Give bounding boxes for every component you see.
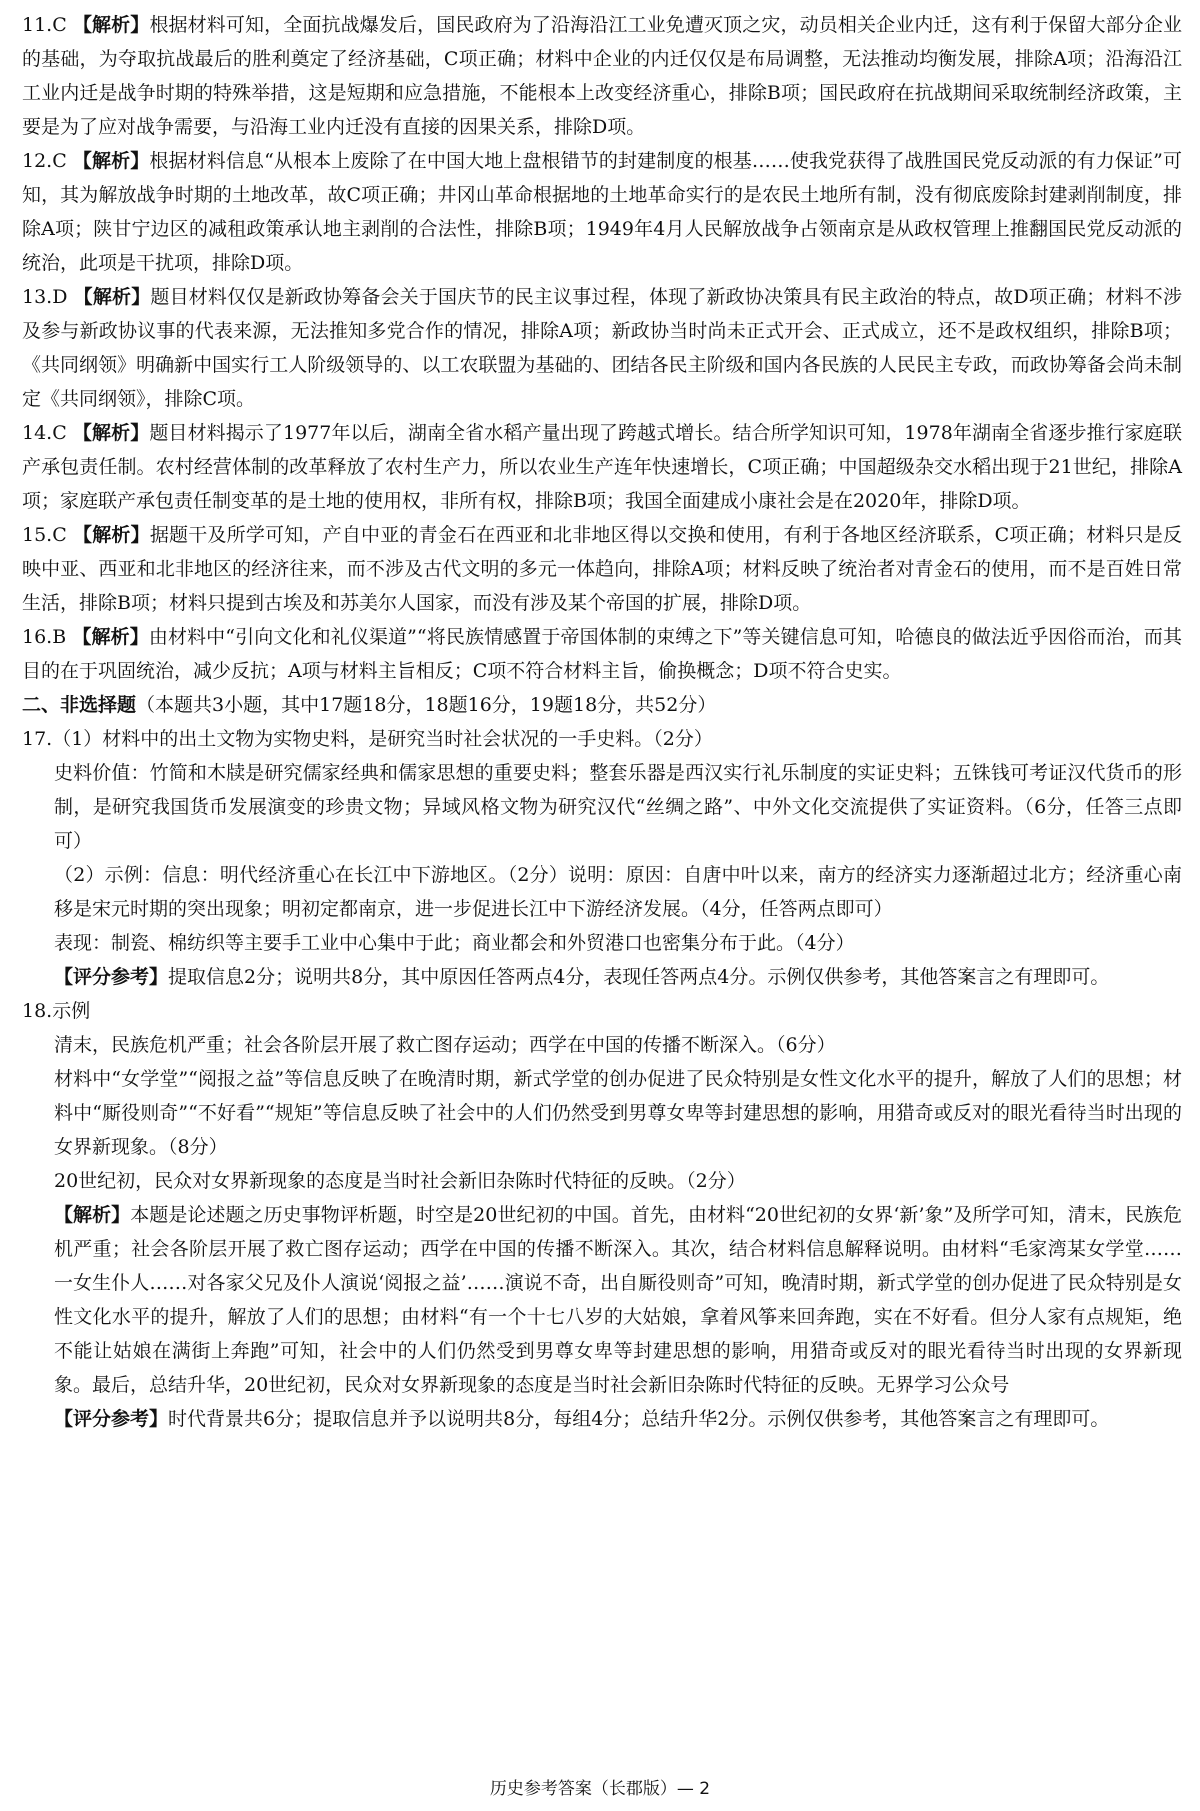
q17-scoring <box>22 960 1182 994</box>
item-number: 14.C <box>22 422 67 444</box>
item-text: 根据材料可知，全面抗战爆发后，国民政府为了沿海沿江工业免遭灭顶之灾，动员相关企业内迁，这有利于保留大部分企业的基础，为夺取抗战最后的胜利奠定了经济基础，C项正确；材料中企业的内迁仅仅是布局调整，无法推动均衡发展，排除A项；沿海沿江工业内迁是战争时期的特殊举措，这是短期和应急措施，不能根本上改变经济重心，排除B项；国民政府在抗战期间采取统制经济政策，主要是为了应对战争需要，与沿海工业内迁没有直接的因果关系，排除D项。 <box>22 14 1182 138</box>
page-footer: 历史参考答案（长郡版）— 2 <box>489 1779 711 1799</box>
q17-part2: （2）示例：信息：明代经济重心在长江中下游地区。（2分）说明：原因：自唐中叶以来，南方的经济实力逐渐超过北方；经济重心南移是宋元时期的突出现象；明初定都南京，进一步促进长江中下游经济发展。（4分，任答两点即可） <box>54 864 1182 920</box>
analysis-tag: 【解析】 <box>72 626 149 648</box>
item-number: 16.B <box>22 626 67 648</box>
scoring-tag: 【评分参考】 <box>54 966 169 988</box>
item-text: 题目材料揭示了1977年以后，湖南全省水稻产量出现了跨越式增长。结合所学知识可知，1978年湖南全省逐步推行家庭联产承包责任制。农村经营体制的改革释放了农村生产力，所以农业生产连年快速增长，C项正确；中国超级杂交水稻出现于21世纪，排除A项；家庭联产承包责任制变革的是土地的使用权，非所有权，排除B项；我国全面建成小康社会是在2020年，排除D项。 <box>22 422 1182 512</box>
answer-item-15 <box>22 518 1182 620</box>
item-text: 据题干及所学可知，产自中亚的青金石在西亚和北非地区得以交换和使用，有利于各地区经济联系，C项正确；材料只是反映中亚、西亚和北非地区的经济往来，而不涉及古代文明的多元一体趋向，排除A项；材料反映了统治者对青金石的使用，而不是百姓日常生活，排除B项；材料只提到古埃及和苏美尔人国家，而没有涉及某个帝国的扩展，排除D项。 <box>22 524 1182 614</box>
answer-item-14 <box>22 416 1182 518</box>
section-title: 二、非选择题 <box>22 694 137 716</box>
analysis-tag: 【解析】 <box>73 286 151 308</box>
item-text: 根据材料信息“从根本上废除了在中国大地上盘根错节的封建制度的根基……使我党获得了战胜国民党反动派的有力保证”可知，其为解放战争时期的土地改革，故C项正确；井冈山革命根据地的土地革命实行的是农民土地所有制，没有彻底废除封建剥削制度，排除A项；陕甘宁边区的减租政策承认地主剥削的合法性，排除B项；1949年4月人民解放战争占领南京是从政权管理上推翻国民党反动派的统治，此项是干扰项，排除D项。 <box>22 150 1182 274</box>
q18-analysis <box>22 1198 1182 1402</box>
q18-conclusion: 20世纪初，民众对女界新现象的态度是当时社会新旧杂陈时代特征的反映。（2分） <box>54 1170 746 1192</box>
section-description: （本题共3小题，其中17题18分，18题16分，19题18分，共52分） <box>136 694 717 716</box>
analysis-tag: 【解析】 <box>72 150 150 172</box>
answer-item-11 <box>22 8 1182 144</box>
q18-explanation: 材料中“女学堂”“阅报之益”等信息反映了在晚清时期，新式学堂的创办促进了民众特别是女性文化水平的提升，解放了人们的思想；材料中“厮役则奇”“不好看”“规矩”等信息反映了社会中的人们仍然受到男尊女卑等封建思想的影响，用猎奇或反对的眼光看待当时出现的女界新现象。（8分） <box>54 1068 1182 1158</box>
watermark-text: 无界学习公众号 <box>876 1374 1010 1396</box>
analysis-text: 本题是论述题之历史事物评析题，时空是20世纪初的中国。首先，由材料“20世纪初的女界‘新’象”及所学可知，清末，民族危机严重；社会各阶层开展了救亡图存运动；西学在中国的传播不断深入。其次，结合材料信息解释说明。由材料“毛家湾某女学堂……一女生仆人……对各家父兄及仆人演说‘阅报之益’……演说不奇，出自厮役则奇”可知，晚清时期，新式学堂的创办促进了民众特别是女性文化水平的提升，解放了人们的思想；由材料“有一个十七八岁的大姑娘，拿着风筝来回奔跑，实在不好看。但分人家有点规矩，绝不能让姑娘在满街上奔跑”可知，社会中的人们仍然受到男尊女卑等封建思想的影响，用猎奇或反对的眼光看待当时出现的女界新现象。最后，总结升华，20世纪初，民众对女界新现象的态度是当时社会新旧杂陈时代特征的反映。 <box>54 1204 1182 1396</box>
q17-manifestation: 表现：制瓷、棉纺织等主要手工业中心集中于此；商业都会和外贸港口也密集分布于此。（4分） <box>54 932 855 954</box>
analysis-tag: 【解析】 <box>72 14 150 36</box>
analysis-tag: 【解析】 <box>72 422 150 444</box>
item-number: 12.C <box>22 150 67 172</box>
answer-content <box>22 8 1182 1436</box>
answer-item-13 <box>22 280 1182 416</box>
scoring-tag: 【评分参考】 <box>54 1408 169 1430</box>
section-heading <box>22 688 1182 722</box>
scoring-text: 时代背景共6分；提取信息并予以说明共8分，每组4分；总结升华2分。示例仅供参考，其他答案言之有理即可。 <box>168 1408 1110 1430</box>
q18-scoring <box>22 1402 1182 1436</box>
answer-item-12 <box>22 144 1182 280</box>
item-number: 15.C <box>22 524 67 546</box>
item-text: 由材料中“引向文化和礼仪渠道”“将民族情感置于帝国体制的束缚之下”等关键信息可知，哈德良的做法近乎因俗而治，而其目的在于巩固统治，减少反抗；A项与材料主旨相反；C项不符合材料主旨，偷换概念；D项不符合史实。 <box>22 626 1182 682</box>
item-text: 题目材料仅仅是新政协筹备会关于国庆节的民主议事过程，体现了新政协决策具有民主政治的特点，故D项正确；材料不涉及参与新政协议事的代表来源，无法推知多党合作的情况，排除A项；新政协当时尚未正式开会、正式成立，还不是政权组织，排除B项；《共同纲领》明确新中国实行工人阶级领导的、以工农联盟为基础的、团结各民主阶级和国内各民族的人民民主专政，而政协筹备会尚未制定《共同纲领》，排除C项。 <box>22 286 1182 410</box>
analysis-tag: 【解析】 <box>54 1204 131 1226</box>
analysis-tag: 【解析】 <box>73 524 150 546</box>
answer-item-16 <box>22 620 1182 688</box>
q17-historical-value: 史料价值：竹简和木牍是研究儒家经典和儒家思想的重要史料；整套乐器是西汉实行礼乐制度的实证史料；五铢钱可考证汉代货币的形制，是研究我国货币发展演变的珍贵文物；异域风格文物为研究汉代“丝绸之路”、中外文化交流提供了实证资料。（6分，任答三点即可） <box>54 762 1182 852</box>
q18-background: 清末，民族危机严重；社会各阶层开展了救亡图存运动；西学在中国的传播不断深入。（6分） <box>54 1034 836 1056</box>
scoring-text: 提取信息2分；说明共8分，其中原因任答两点4分，表现任答两点4分。示例仅供参考，其他答案言之有理即可。 <box>168 966 1110 988</box>
item-number: 13.D <box>22 286 68 308</box>
item-number: 11.C <box>22 14 67 36</box>
q18-heading: 18.示例 <box>22 1000 91 1022</box>
q17-part1: 17.（1）材料中的出土文物为实物史料，是研究当时社会状况的一手史料。（2分） <box>22 728 713 750</box>
